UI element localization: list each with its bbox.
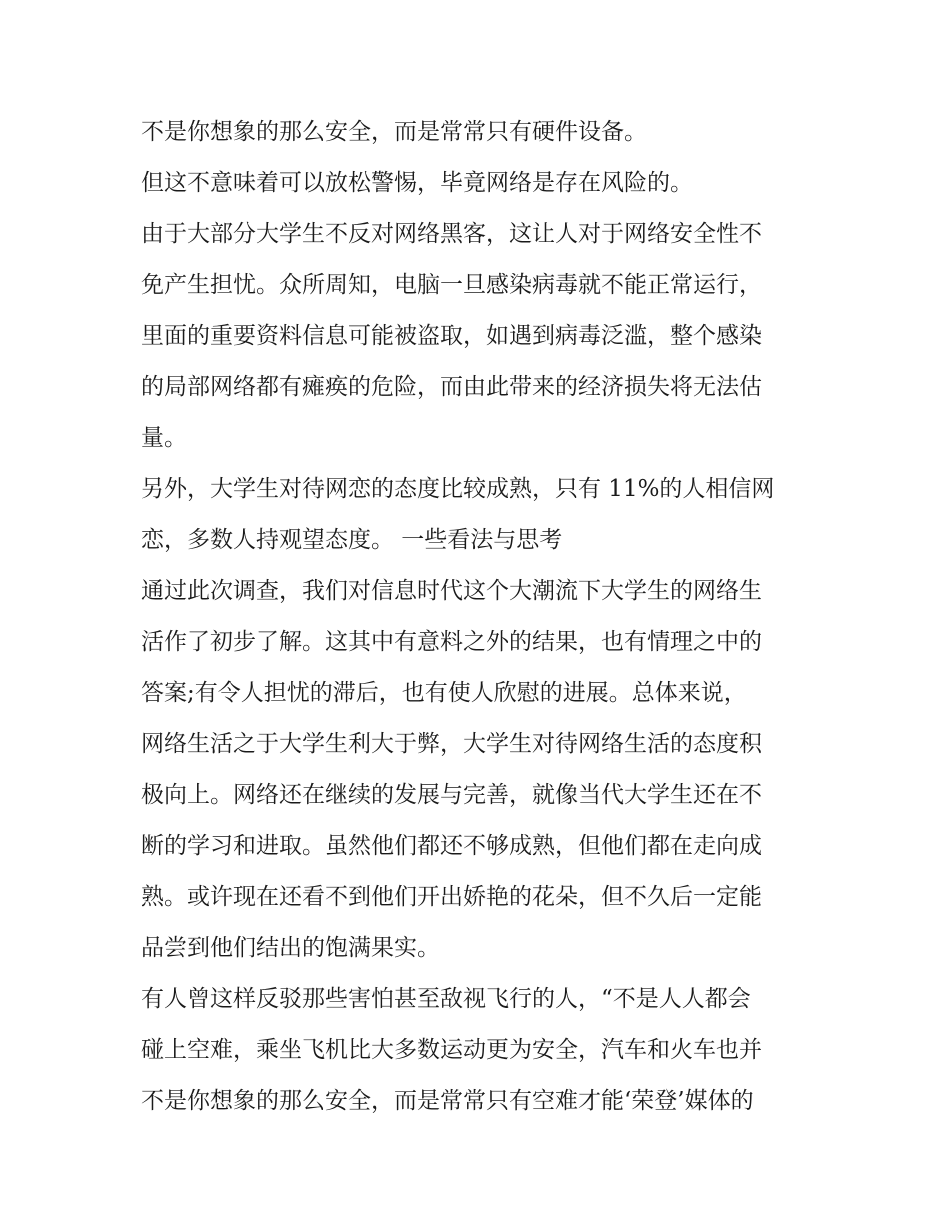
text-line: 极向上。网络还在继续的发展与完善，就像当代大学生还在不 xyxy=(141,782,762,808)
text-line: 有人曾这样反驳那些害怕甚至敌视飞行的人，“不是人人都会 xyxy=(141,986,751,1012)
text-line: 活作了初步了解。这其中有意料之外的结果，也有情理之中的 xyxy=(141,629,762,655)
text-line: 另外，大学生对待网恋的态度比较成熟，只有 11%的人相信网 xyxy=(141,476,775,502)
text-line: 熟。或许现在还看不到他们开出娇艳的花朵，但不久后一定能 xyxy=(141,884,762,910)
text-line: 品尝到他们结出的饱满果实。 xyxy=(141,935,440,961)
text-line: 里面的重要资料信息可能被盗取，如遇到病毒泛滥，整个感染 xyxy=(141,323,762,349)
text-line: 的局部网络都有瘫痪的危险，而由此带来的经济损失将无法估 xyxy=(141,374,762,400)
text-line: 答案;有令人担忧的滞后，也有使人欣慰的进展。总体来说， xyxy=(141,680,747,706)
text-line: 免产生担忧。众所周知，电脑一旦感染病毒就不能正常运行， xyxy=(141,272,762,298)
body-text xyxy=(141,107,821,1127)
text-line: 不是你想象的那么安全，而是常常只有硬件设备。 xyxy=(141,119,647,145)
text-line: 但这不意味着可以放松警惕，毕竟网络是存在风险的。 xyxy=(141,170,693,196)
text-line: 通过此次调查，我们对信息时代这个大潮流下大学生的网络生 xyxy=(141,578,762,604)
text-line: 网络生活之于大学生利大于弊，大学生对待网络生活的态度积 xyxy=(141,731,762,757)
text-line: 量。 xyxy=(141,425,187,451)
text-line: 碰上空难，乘坐飞机比大多数运动更为安全，汽车和火车也并 xyxy=(141,1037,762,1063)
text-line: 由于大部分大学生不反对网络黑客，这让人对于网络安全性不 xyxy=(141,221,762,247)
text-line: 恋，多数人持观望态度。 一些看法与思考 xyxy=(141,527,563,553)
text-line: 不是你想象的那么安全，而是常常只有空难才能‘荣登’媒体的 xyxy=(141,1088,754,1114)
text-line: 断的学习和进取。虽然他们都还不够成熟，但他们都在走向成 xyxy=(141,833,762,859)
